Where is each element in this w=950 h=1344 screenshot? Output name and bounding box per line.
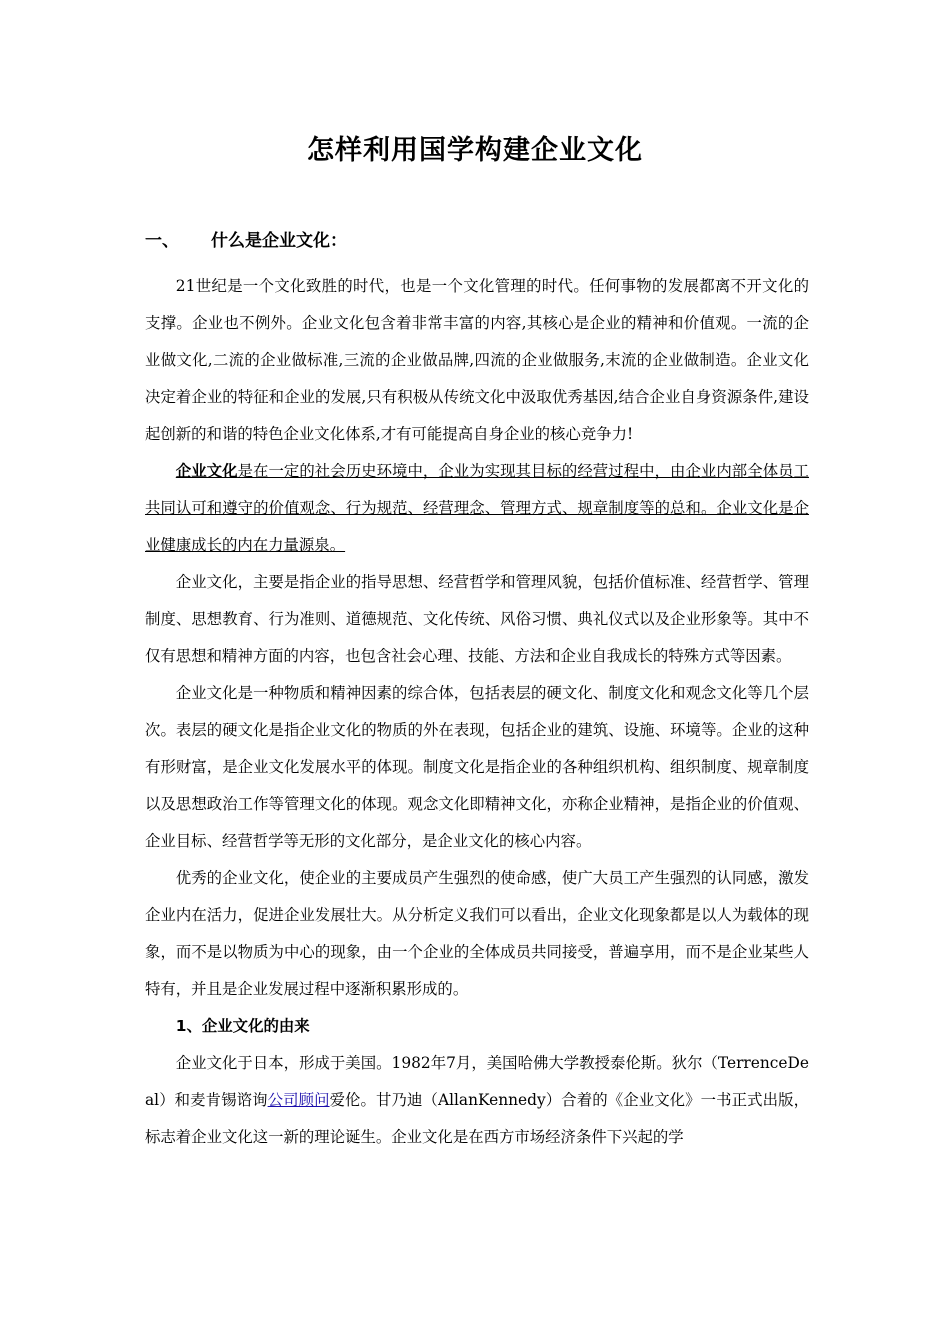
subheading-origin: 1、企业文化的由来 (175, 1017, 310, 1035)
consultant-link[interactable]: 公司顾问 (267, 1091, 330, 1109)
paragraph-intro: 21世纪是一个文化致胜的时代，也是一个文化管理的时代。任何事物的发展都离不开文化的支撑。企业也不例外。企业文化包含着非常丰富的内容,其核心是企业的精神和价值观。一流的企业做文化,二流的企业做标准,三流的企业做品牌,四流的企业做服务,末流的企业做制造。企业文化决定着企业的特征和企业的发展,只有积极从传统文化中汲取优秀基因,结合企业自身资源条件,建设起创新的和谐的特色企业文化体系,才有可能提高自身企业的核心竞争力! (145, 277, 809, 443)
paragraph-content: 企业文化，主要是指企业的指导思想、经营哲学和管理风貌，包括价值标准、经营哲学、管理制度、思想教育、行为准则、道德规范、文化传统、风俗习惯、典礼仪式以及企业形象等。其中不仅有思想和精神方面的内容，也包含社会心理、技能、方法和企业自我成长的特殊方式等因素。 (145, 573, 809, 665)
section-heading-text: 什么是企业文化： (211, 231, 347, 251)
paragraph-origin (145, 1045, 809, 1156)
definition-text: 是在一定的社会历史环境中，企业为实现其目标的经营过程中，由企业内部全体员工共同认可和遵守的价值观念、行为规范、经营理念、管理方式、规章制度等的总和。企业文化是企业健康成长的内在力量源泉。 (145, 462, 809, 554)
origin-text-after: 爱伦。甘乃迪（AllanKennedy）合着的《企业文化》一书正式出版，标志着企业文化这一新的理论诞生。企业文化是在西方市场经济条件下兴起的学 (145, 1091, 809, 1146)
definition-term: 企业文化 (175, 462, 238, 480)
document-title: 怎样利用国学构建企业文化 (307, 135, 643, 166)
paragraph-definition (145, 453, 809, 564)
paragraph-excellence: 优秀的企业文化，使企业的主要成员产生强烈的使命感，使广大员工产生强烈的认同感，激发企业内在活力，促进企业发展壮大。从分析定义我们可以看出，企业文化现象都是以人为载体的现象，而不是以物质为中心的现象，由一个企业的全体成员共同接受，普遍享用，而不是企业某些人特有，并且是企业发展过程中逐渐积累形成的。 (145, 869, 809, 998)
section-heading (145, 226, 347, 251)
section-number: 一、 (145, 231, 179, 251)
document-body (145, 268, 809, 1156)
origin-text-before: 企业文化于日本，形成于美国。1982年7月，美国哈佛大学教授泰伦斯。狄尔（TerrenceDeal）和麦肯锡谘询 (145, 1054, 809, 1109)
paragraph-layers: 企业文化是一种物质和精神因素的综合体，包括表层的硬文化、制度文化和观念文化等几个层次。表层的硬文化是指企业文化的物质的外在表现，包括企业的建筑、设施、环境等。企业的这种有形财富，是企业文化发展水平的体现。制度文化是指企业的各种组织机构、组织制度、规章制度以及思想政治工作等管理文化的体现。观念文化即精神文化，亦称企业精神，是指企业的价值观、企业目标、经营哲学等无形的文化部分，是企业文化的核心内容。 (145, 684, 809, 850)
